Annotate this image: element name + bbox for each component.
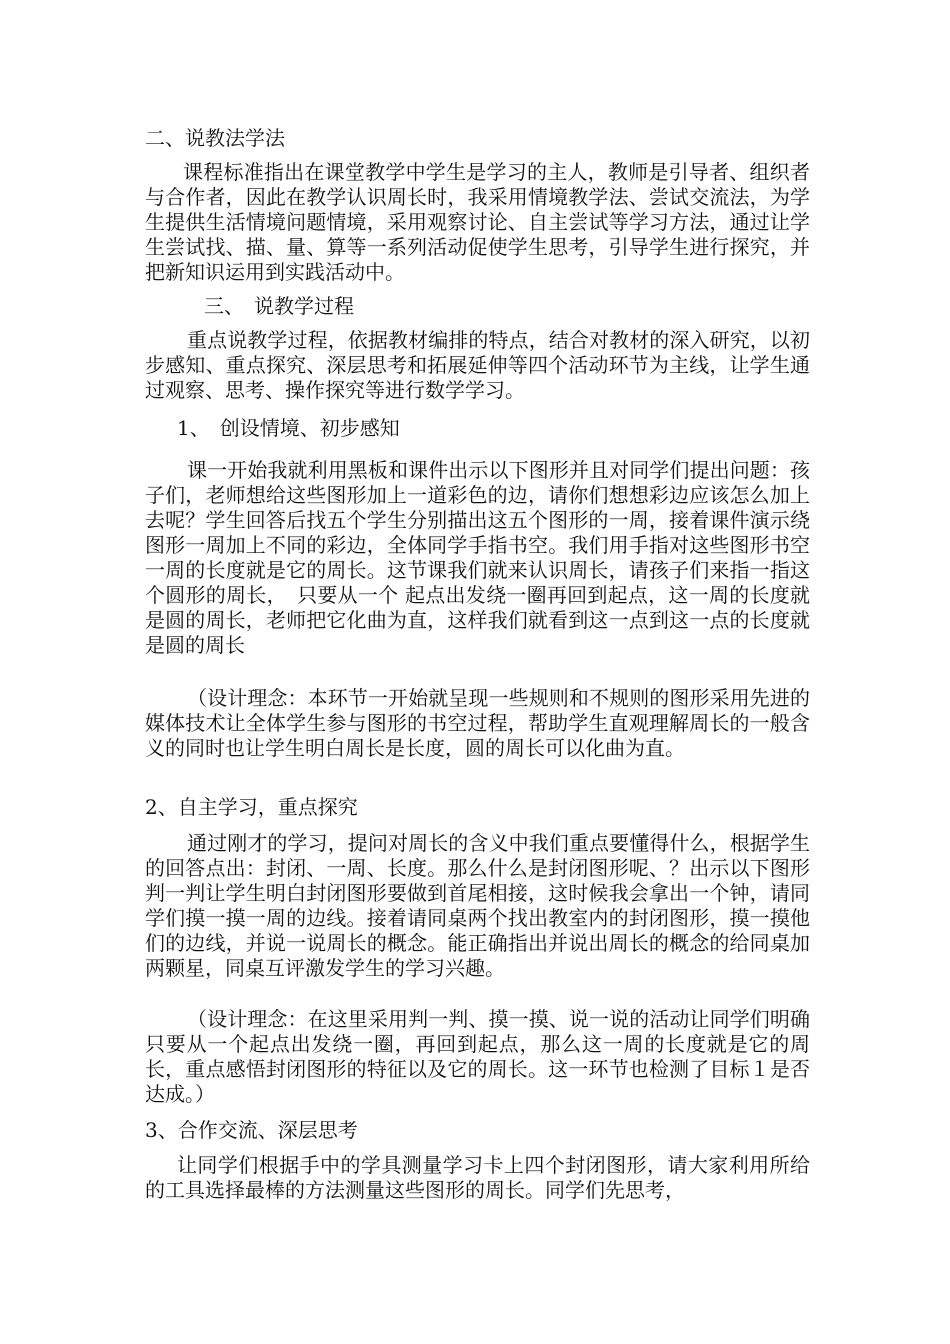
paragraph-design-idea-2: （设计理念：在这里采用判一判、摸一摸、说一说的活动让同学们明确只要从一个起点出发绕一圈，再回到起点，那么这一周的长度就是它的周长，重点感悟封闭图形的特征以及它的周长。这一环节也检测了目标１是否达成。） <box>145 1007 810 1106</box>
heading-teaching-methods: 二、说教法学法 <box>145 126 285 150</box>
heading-teaching-process: 三、 说教学过程 <box>204 294 354 318</box>
paragraph-step-3: 让同学们根据手中的学具测量学习卡上四个封闭图形，请大家利用所给的工具选择最棒的方法测量这些图形的周长。同学们先思考， <box>145 1153 810 1202</box>
heading-step-2: 2、自主学习，重点探究 <box>145 795 358 819</box>
paragraph-design-idea-1: （设计理念：本环节一开始就呈现一些规则和不规则的图形采用先进的媒体技术让全体学生参与图形的书空过程，帮助学生直观理解周长的一般含义的同时也让学生明白周长是长度，圆的周长可以化曲为直。 <box>145 686 810 760</box>
paragraph-teaching-methods: 课程标准指出在课堂教学中学生是学习的主人，教师是引导者、组织者与合作者，因此在教学认识周长时，我采用情境教学法、尝试交流法，为学生提供生活情境问题情境，采用观察讨论、自主尝试等学习方法，通过让学生尝试找、描、量、算等一系列活动促使学生思考，引导学生进行探究，并把新知识运用到实践活动中。 <box>145 160 810 284</box>
heading-step-1: 1、 创设情境、初步感知 <box>177 416 400 440</box>
paragraph-teaching-process: 重点说教学过程，依据教材编排的特点，结合对教材的深入研究，以初步感知、重点探究、深层思考和拓展延伸等四个活动环节为主线，让学生通过观察、思考、操作探究等进行数学学习。 <box>145 328 810 402</box>
heading-step-3: 3、合作交流、深层思考 <box>145 1118 358 1142</box>
paragraph-step-2: 通过刚才的学习，提问对周长的含义中我们重点要懂得什么，根据学生的回答点出：封闭、一周、长度。那么什么是封闭图形呢、？出示以下图形判一判让学生明白封闭图形要做到首尾相接，这时候我会拿出一个钟，请同学们摸一摸一周的边线。接着请同桌两个找出教室内的封闭图形，摸一摸他们的边线，并说一说周长的概念。能正确指出并说出周长的概念的给同桌加两颗星，同桌互评激发学生的学习兴趣。 <box>145 831 810 980</box>
paragraph-step-1: 课一开始我就利用黑板和课件出示以下图形并且对同学们提出问题：孩子们，老师想给这些图形加上一道彩色的边，请你们想想彩边应该怎么加上去呢？学生回答后找五个学生分别描出这五个图形的一周，接着课件演示绕图形一周加上不同的彩边，全体同学手指书空。我们用手指对这些图形书空一周的长度就是它的周长。这节课我们就来认识周长，请孩子们来指一指这个圆形的周长， 只要从一个 起点出发绕一圈再回到起点，这一周的长度就是圆的周长，老师把它化曲为直，这样我们就看到这一点到这一点的长度就是圆的周长 <box>145 458 810 657</box>
